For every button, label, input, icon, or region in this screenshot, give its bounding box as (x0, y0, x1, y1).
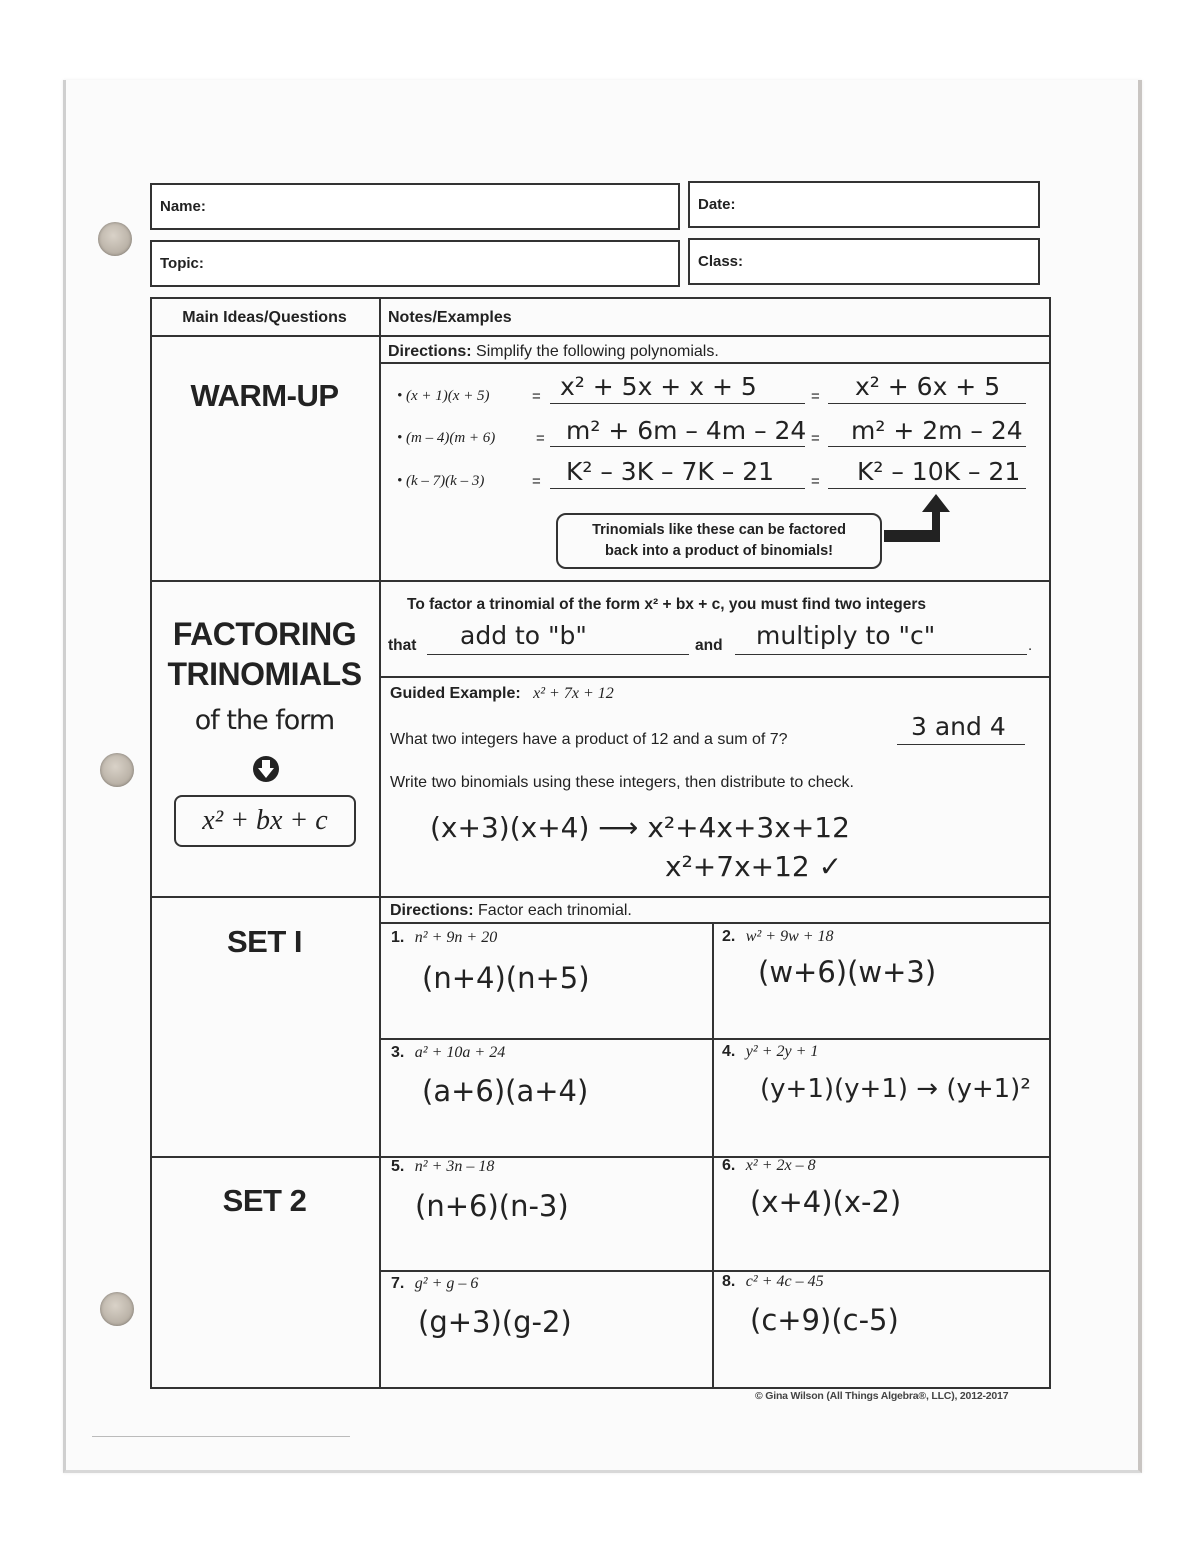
binder-hole-top (98, 222, 132, 256)
date-label: Date: (698, 196, 736, 213)
warmup-eq2-3: = (811, 473, 820, 490)
set1-row-divider (379, 1038, 1051, 1040)
callout-line-1: Trinomials like these can be factored (592, 522, 846, 538)
up-arrow-icon (880, 490, 950, 550)
problem-4-num: 4. (722, 1043, 736, 1060)
class-label: Class: (698, 253, 744, 270)
problem-6-num: 6. (722, 1157, 736, 1174)
set1-directions-text: Factor each trinomial. (478, 902, 632, 919)
guided-work-1: (x+3)(x+4) ⟶ x²+4x+3x+12 (430, 811, 850, 844)
and-answer: multiply to "c" (756, 621, 936, 650)
column-divider (379, 297, 381, 1389)
problem-8-expr: c² + 4c – 45 (745, 1273, 824, 1290)
warmup-work-1: x² + 5x + x + 5 (560, 372, 757, 401)
factoring-rule: To factor a trinomial of the form x² + bx + c, you must find two integers (407, 596, 927, 613)
topic-field[interactable] (150, 240, 680, 287)
warmup-expr-2: • (m – 4)(m + 6) (397, 430, 496, 446)
warmup-eq-1: = (532, 388, 541, 405)
problem-2-num: 2. (722, 928, 736, 945)
and-answer-line (735, 654, 1027, 655)
problem-6 (722, 1157, 816, 1175)
class-field[interactable] (688, 238, 1040, 285)
problem-1-expr: n² + 9n + 20 (414, 929, 498, 946)
warmup-work-1-line (550, 403, 805, 404)
that-answer-line (427, 654, 689, 655)
problem-4-expr: y² + 2y + 1 (745, 1043, 819, 1060)
and-label: and (695, 637, 723, 654)
warmup-answer-1-line (828, 403, 1026, 404)
warmup-answer-2: m² + 2m – 24 (851, 416, 1023, 445)
guided-instruction: Write two binomials using these integers, then distribute to check. (390, 774, 854, 791)
copyright: © Gina Wilson (All Things Algebra®, LLC), 2012-2017 (755, 1390, 1009, 1402)
problem-7-num: 7. (391, 1275, 405, 1292)
set1-directions-divider (379, 922, 1051, 924)
problem-7 (391, 1275, 478, 1293)
name-label: Name: (160, 198, 206, 215)
warmup-section-divider (150, 580, 1051, 582)
that-answer: add to "b" (460, 621, 587, 650)
binder-hole-bottom (100, 1292, 134, 1326)
guided-expression: x² + 7x + 12 (533, 685, 614, 702)
set2-row-divider (379, 1270, 1051, 1272)
warmup-answer-3: K² – 10K – 21 (857, 457, 1021, 486)
problem-8 (722, 1273, 824, 1291)
warmup-expr-1-text: (x + 1)(x + 5) (406, 388, 490, 404)
down-arrow-icon (251, 754, 281, 784)
factoring-title-1: FACTORING (172, 616, 357, 652)
that-label: that (388, 637, 417, 654)
callout-line-2: back into a product of binomials! (605, 543, 833, 559)
set2-title: SET 2 (222, 1183, 307, 1218)
warmup-eq-3: = (532, 473, 541, 490)
warmup-directions-divider (379, 362, 1051, 364)
warmup-eq2-2: = (811, 430, 820, 447)
factoring-subtitle: of the form (194, 705, 335, 736)
rule-divider (379, 676, 1051, 678)
warmup-work-2: m² + 6m – 4m – 24 (566, 416, 807, 445)
name-field[interactable] (150, 183, 680, 230)
guided-work-2: x²+7x+12 ✓ (665, 850, 843, 883)
problem-5-expr: n² + 3n – 18 (414, 1158, 495, 1175)
warmup-work-2-line (550, 446, 805, 447)
column-header-left: Main Ideas/Questions (182, 309, 347, 326)
warmup-directions-label: Directions: (388, 343, 472, 360)
problem-1 (391, 929, 497, 947)
warmup-answer-2-line (828, 446, 1026, 447)
warmup-title: WARM-UP (190, 378, 339, 413)
problem-6-answer: (x+4)(x-2) (750, 1185, 902, 1219)
problem-7-answer: (g+3)(g-2) (418, 1305, 572, 1339)
warmup-answer-1: x² + 6x + 5 (855, 372, 1001, 401)
warmup-expr-1: • (x + 1)(x + 5) (397, 388, 490, 404)
warmup-expr-3: • (k – 7)(k – 3) (397, 473, 485, 489)
form-expression: x² + bx + c (202, 805, 328, 836)
guided-label: Guided Example: (390, 685, 521, 702)
callout-box (556, 513, 882, 569)
problem-2-expr: w² + 9w + 18 (745, 928, 834, 945)
problem-4-answer: (y+1)(y+1) → (y+1)² (760, 1074, 1031, 1104)
problem-2-answer: (w+6)(w+3) (758, 955, 937, 989)
problem-1-num: 1. (391, 929, 405, 946)
problem-7-expr: g² + g – 6 (414, 1275, 479, 1292)
factoring-title-2: TRINOMIALS (167, 656, 362, 692)
warmup-eq-2: = (536, 430, 545, 447)
binder-hole-middle (100, 753, 134, 787)
warmup-expr-2-text: (m – 4)(m + 6) (406, 430, 496, 446)
set1-title: SET I (226, 924, 302, 959)
problem-3-num: 3. (391, 1044, 405, 1061)
set1-section-divider (150, 1156, 1051, 1158)
factoring-section-divider (150, 896, 1051, 898)
form-box (174, 795, 356, 847)
problem-3-answer: (a+6)(a+4) (422, 1074, 589, 1108)
set1-directions-label: Directions: (390, 902, 474, 919)
topic-label: Topic: (160, 255, 204, 272)
problem-3-expr: a² + 10a + 24 (414, 1044, 506, 1061)
warmup-directions-text: Simplify the following polynomials. (476, 343, 719, 360)
problem-8-num: 8. (722, 1273, 736, 1290)
problem-4 (722, 1043, 818, 1061)
problem-6-expr: x² + 2x – 8 (745, 1157, 816, 1174)
column-header-right: Notes/Examples (388, 309, 512, 326)
set1-directions (390, 902, 632, 920)
rule-period: . (1028, 637, 1033, 654)
scan-line (92, 1436, 350, 1437)
problem-3 (391, 1044, 505, 1062)
warmup-answer-3-line (828, 488, 1026, 489)
warmup-work-3-line (550, 488, 805, 489)
guided-question: What two integers have a product of 12 and a sum of 7? (390, 731, 788, 748)
guided-answer-line (897, 744, 1025, 745)
guided-heading (390, 685, 614, 703)
guided-answer: 3 and 4 (911, 712, 1006, 741)
problem-2 (722, 928, 834, 946)
problem-5 (391, 1158, 494, 1176)
header-row-divider (150, 335, 1051, 337)
problem-1-answer: (n+4)(n+5) (422, 961, 590, 995)
date-field[interactable] (688, 181, 1040, 228)
problem-5-answer: (n+6)(n-3) (415, 1189, 569, 1223)
warmup-directions (388, 343, 719, 361)
warmup-eq2-1: = (811, 388, 820, 405)
warmup-expr-3-text: (k – 7)(k – 3) (406, 473, 485, 489)
warmup-work-3: K² – 3K – 7K – 21 (566, 457, 775, 486)
problem-8-answer: (c+9)(c-5) (750, 1303, 899, 1337)
problem-5-num: 5. (391, 1158, 405, 1175)
